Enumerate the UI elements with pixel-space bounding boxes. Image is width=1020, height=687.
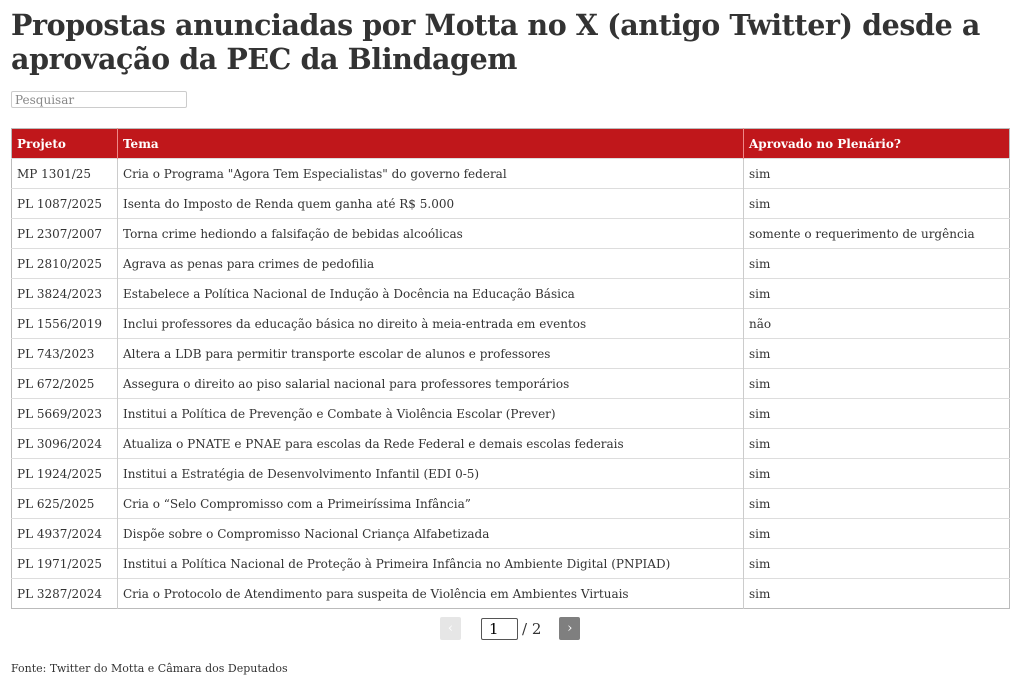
cell-projeto: PL 2307/2007 <box>12 219 118 249</box>
cell-tema: Isenta do Imposto de Renda quem ganha até R$ 5.000 <box>118 189 744 219</box>
column-header-aprovado[interactable]: Aprovado no Plenário? <box>744 129 1010 159</box>
prev-page-button[interactable]: ‹ <box>440 617 461 640</box>
data-table <box>11 128 1010 609</box>
cell-projeto: PL 1556/2019 <box>12 309 118 339</box>
cell-projeto: PL 625/2025 <box>12 489 118 519</box>
table-row <box>12 399 1010 429</box>
cell-aprovado: sim <box>744 549 1010 579</box>
cell-tema: Torna crime hediondo a falsifação de bebidas alcoólicas <box>118 219 744 249</box>
table-row <box>12 189 1010 219</box>
cell-tema: Cria o Protocolo de Atendimento para suspeita de Violência em Ambientes Virtuais <box>118 579 744 609</box>
table-row <box>12 549 1010 579</box>
table-header-row <box>12 129 1010 159</box>
cell-aprovado: sim <box>744 519 1010 549</box>
cell-aprovado: não <box>744 309 1010 339</box>
cell-aprovado: sim <box>744 459 1010 489</box>
search-input[interactable] <box>11 91 187 108</box>
column-header-tema[interactable]: Tema <box>118 129 744 159</box>
page-total: / 2 <box>522 619 542 638</box>
table-row <box>12 429 1010 459</box>
table-row <box>12 339 1010 369</box>
cell-projeto: PL 3824/2023 <box>12 279 118 309</box>
cell-tema: Inclui professores da educação básica no direito à meia-entrada em eventos <box>118 309 744 339</box>
cell-tema: Assegura o direito ao piso salarial nacional para professores temporários <box>118 369 744 399</box>
table-row <box>12 369 1010 399</box>
cell-tema: Institui a Política de Prevenção e Combate à Violência Escolar (Prever) <box>118 399 744 429</box>
table-row <box>12 519 1010 549</box>
cell-tema: Estabelece a Política Nacional de Indução à Docência na Educação Básica <box>118 279 744 309</box>
cell-aprovado: sim <box>744 429 1010 459</box>
cell-projeto: PL 1087/2025 <box>12 189 118 219</box>
cell-projeto: PL 1971/2025 <box>12 549 118 579</box>
cell-aprovado: sim <box>744 399 1010 429</box>
cell-projeto: MP 1301/25 <box>12 159 118 189</box>
table-row <box>12 159 1010 189</box>
source-note: Fonte: Twitter do Motta e Câmara dos Deputados <box>11 662 288 675</box>
cell-tema: Institui a Política Nacional de Proteção à Primeira Infância no Ambiente Digital (PNPIAD) <box>118 549 744 579</box>
cell-aprovado: sim <box>744 369 1010 399</box>
cell-aprovado: sim <box>744 159 1010 189</box>
cell-projeto: PL 3287/2024 <box>12 579 118 609</box>
cell-aprovado: somente o requerimento de urgência <box>744 219 1010 249</box>
cell-aprovado: sim <box>744 579 1010 609</box>
cell-aprovado: sim <box>744 189 1010 219</box>
cell-aprovado: sim <box>744 249 1010 279</box>
table-row <box>12 459 1010 489</box>
cell-tema: Cria o “Selo Compromisso com a Primeiríssima Infância” <box>118 489 744 519</box>
cell-tema: Altera a LDB para permitir transporte escolar de alunos e professores <box>118 339 744 369</box>
cell-tema: Cria o Programa "Agora Tem Especialistas" do governo federal <box>118 159 744 189</box>
cell-tema: Dispõe sobre o Compromisso Nacional Criança Alfabetizada <box>118 519 744 549</box>
cell-projeto: PL 3096/2024 <box>12 429 118 459</box>
cell-projeto: PL 5669/2023 <box>12 399 118 429</box>
page-title: Propostas anunciadas por Motta no X (antigo Twitter) desde a aprovação da PEC da Blindagem <box>11 8 980 76</box>
cell-tema: Institui a Estratégia de Desenvolvimento Infantil (EDI 0-5) <box>118 459 744 489</box>
table-row <box>12 249 1010 279</box>
table-row <box>12 579 1010 609</box>
cell-projeto: PL 1924/2025 <box>12 459 118 489</box>
cell-projeto: PL 672/2025 <box>12 369 118 399</box>
table-row <box>12 489 1010 519</box>
column-header-projeto[interactable]: Projeto <box>12 129 118 159</box>
next-page-button[interactable]: › <box>559 617 580 640</box>
table-row <box>12 309 1010 339</box>
cell-tema: Agrava as penas para crimes de pedofilia <box>118 249 744 279</box>
table-row <box>12 219 1010 249</box>
table-row <box>12 279 1010 309</box>
cell-projeto: PL 2810/2025 <box>12 249 118 279</box>
pagination <box>440 617 580 640</box>
cell-aprovado: sim <box>744 279 1010 309</box>
cell-aprovado: sim <box>744 339 1010 369</box>
cell-aprovado: sim <box>744 489 1010 519</box>
cell-tema: Atualiza o PNATE e PNAE para escolas da Rede Federal e demais escolas federais <box>118 429 744 459</box>
cell-projeto: PL 4937/2024 <box>12 519 118 549</box>
page-number-input[interactable] <box>481 618 518 640</box>
cell-projeto: PL 743/2023 <box>12 339 118 369</box>
